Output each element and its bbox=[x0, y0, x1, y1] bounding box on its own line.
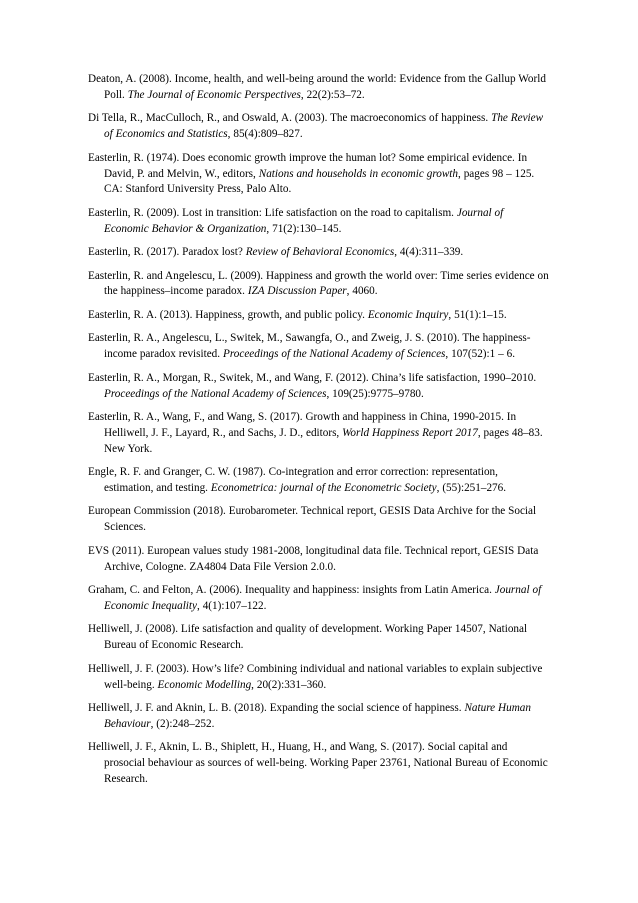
reference-entry bbox=[88, 740, 550, 788]
reference-entry bbox=[88, 72, 550, 104]
reference-text: , 51(1):1–15. bbox=[448, 308, 507, 321]
reference-text: Easterlin, R. (1974). Does economic growth improve the human lot? Some empirical evidence. In David, P. and Melvin, W., editors, bbox=[88, 151, 528, 180]
reference-list bbox=[88, 72, 550, 788]
reference-entry bbox=[88, 308, 550, 324]
reference-entry bbox=[88, 504, 550, 536]
reference-text: Easterlin, R. and Angelescu, L. (2009). Happiness and growth the world over: Time series evidence on the happiness–income paradox. bbox=[88, 269, 549, 298]
reference-source-title: World Happiness Report 2017 bbox=[342, 426, 478, 439]
reference-entry bbox=[88, 111, 550, 143]
reference-text: , 107(52):1 – 6. bbox=[445, 348, 516, 361]
reference-text: , 71(2):130–145. bbox=[266, 222, 342, 235]
reference-text: Graham, C. and Felton, A. (2006). Inequality and happiness: insights from Latin America. bbox=[88, 584, 495, 597]
reference-entry bbox=[88, 465, 550, 497]
reference-text: Helliwell, J. (2008). Life satisfaction and quality of development. Working Paper 14507, National Bureau of Economic Research. bbox=[88, 623, 528, 652]
reference-entry bbox=[88, 662, 550, 694]
reference-text: Easterlin, R. A., Morgan, R., Switek, M., and Wang, F. (2012). China’s life satisfaction, 1990–2010. bbox=[88, 371, 537, 384]
reference-text: Easterlin, R. A. (2013). Happiness, growth, and public policy. bbox=[88, 308, 368, 321]
reference-text: Easterlin, R. (2009). Lost in transition: Life satisfaction on the road to capitalism. bbox=[88, 206, 457, 219]
reference-text: Engle, R. F. and Granger, C. W. (1987). Co-integration and error correction: representation, estimation, and testing. bbox=[88, 466, 498, 495]
reference-source-title: Journal of Economic Inequality bbox=[104, 584, 542, 612]
reference-entry bbox=[88, 701, 550, 733]
reference-text: , 85(4):809–827. bbox=[227, 128, 303, 141]
reference-source-title: The Review of Economics and Statistics bbox=[104, 112, 544, 141]
reference-source-title: IZA Discussion Paper bbox=[247, 285, 347, 298]
reference-source-title: Economic Modelling bbox=[157, 678, 252, 691]
reference-text: Helliwell, J. F. (2003). How’s life? Combining individual and national variables to explain subjective well-being. bbox=[88, 662, 543, 691]
reference-entry bbox=[88, 544, 550, 576]
reference-source-title: Econometrica: journal of the Econometric Society bbox=[210, 482, 437, 495]
reference-text: , 4(1):107–122. bbox=[197, 599, 267, 612]
reference-entry bbox=[88, 410, 550, 458]
reference-text: , 109(25):9775–9780. bbox=[326, 387, 424, 400]
reference-text: EVS (2011). European values study 1981-2008, longitudinal data file. Technical report, GESIS Data Archive, Cologne. ZA4804 Data File Version 2.0.0. bbox=[88, 544, 539, 573]
reference-entry bbox=[88, 269, 550, 301]
reference-text: , 20(2):331–360. bbox=[251, 678, 327, 691]
reference-text: Helliwell, J. F. and Aknin, L. B. (2018). Expanding the social science of happiness. bbox=[88, 702, 465, 714]
reference-text: Easterlin, R. A., Angelescu, L., Switek, M., Sawangfa, O., and Zweig, J. S. (2010). The happiness-income paradox revisited. bbox=[88, 332, 531, 361]
reference-entry bbox=[88, 206, 550, 238]
reference-entry bbox=[88, 622, 550, 654]
reference-text: , 4060. bbox=[346, 285, 378, 298]
reference-source-title: Review of Behavioral Economics bbox=[245, 246, 395, 259]
reference-text: Deaton, A. (2008). Income, health, and well-being around the world: Evidence from the Gallup World Poll. bbox=[88, 73, 546, 101]
reference-text: European Commission (2018). Eurobarometer. Technical report, GESIS Data Archive for the Social Sciences. bbox=[88, 505, 537, 534]
reference-text: , pages 48–83. New York. bbox=[104, 426, 543, 455]
reference-entry bbox=[88, 245, 550, 261]
reference-text: , (55):251–276. bbox=[436, 482, 507, 495]
reference-text: , pages 98 – 125. CA: Stanford University Press, Palo Alto. bbox=[104, 167, 535, 196]
reference-text: , 22(2):53–72. bbox=[300, 88, 365, 101]
reference-entry bbox=[88, 331, 550, 363]
reference-source-title: Proceedings of the National Academy of Sciences bbox=[104, 387, 327, 400]
reference-source-title: Proceedings of the National Academy of Sciences bbox=[222, 348, 446, 361]
reference-source-title: Nations and households in economic growth bbox=[258, 167, 459, 180]
reference-text: Di Tella, R., MacCulloch, R., and Oswald, A. (2003). The macroeconomics of happiness. bbox=[88, 112, 492, 125]
reference-entry bbox=[88, 583, 550, 615]
reference-text: , 4(4):311–339. bbox=[394, 246, 464, 259]
reference-text: , (2):248–252. bbox=[150, 717, 215, 730]
reference-source-title: Journal of Economic Behavior & Organization bbox=[104, 206, 504, 235]
reference-source-title: Nature Human Behaviour bbox=[104, 702, 531, 730]
reference-source-title: Economic Inquiry bbox=[367, 308, 449, 321]
reference-text: Helliwell, J. F., Aknin, L. B., Shiplett, H., Huang, H., and Wang, S. (2017). Social capital and prosocial behaviour as sources of well-being. Working Paper 23761, National Bureau of Economic Research. bbox=[88, 741, 548, 786]
reference-text: Easterlin, R. A., Wang, F., and Wang, S. (2017). Growth and happiness in China, 1990-2015. In Helliwell, J. F., Layard, R., and Sachs, J. D., editors, bbox=[88, 410, 517, 439]
reference-text: Easterlin, R. (2017). Paradox lost? bbox=[88, 246, 246, 259]
reference-entry bbox=[88, 371, 550, 403]
reference-entry bbox=[88, 151, 550, 199]
reference-source-title: The Journal of Economic Perspectives bbox=[127, 88, 301, 101]
